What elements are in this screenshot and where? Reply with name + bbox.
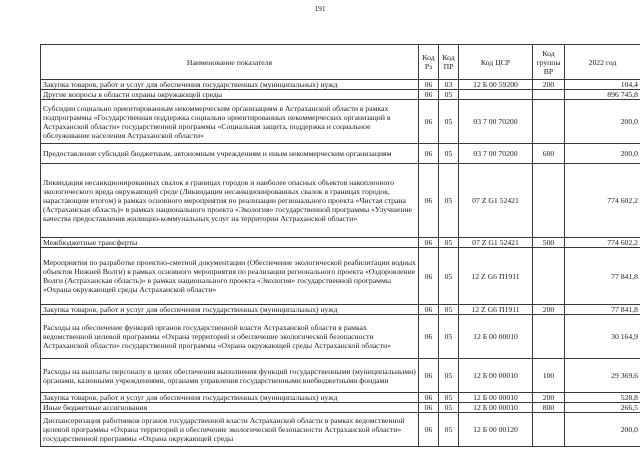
row-code-pr: 05 bbox=[439, 144, 459, 164]
row-code-vr bbox=[533, 90, 565, 100]
row-sum: 29 369,6 bbox=[565, 359, 640, 393]
row-code-csr: 03 7 00 70200 bbox=[459, 100, 533, 144]
row-code-pr: 05 bbox=[439, 90, 459, 100]
row-code-vr bbox=[533, 248, 565, 305]
row-code-csr: 03 7 00 70200 bbox=[459, 144, 533, 164]
header-code-rz: Код Рз bbox=[419, 45, 439, 80]
row-code-pr: 05 bbox=[439, 393, 459, 403]
table-row bbox=[41, 80, 640, 90]
row-code-vr: 200 bbox=[533, 305, 565, 315]
row-code-vr: 500 bbox=[533, 238, 565, 248]
row-name: Расходы на обеспечение функций органов государственной власти Астраханской области в рамках ведомственной целевой программы «Охрана территорий и обеспечение экологической безопасности Астраханской области» государственной программы «Охрана окружающей среды Астраханской области» bbox=[41, 315, 419, 359]
row-code-rz: 06 bbox=[419, 144, 439, 164]
row-code-vr: 600 bbox=[533, 144, 565, 164]
row-code-vr bbox=[533, 164, 565, 238]
row-code-rz: 06 bbox=[419, 305, 439, 315]
row-code-rz: 06 bbox=[419, 359, 439, 393]
row-code-vr: 200 bbox=[533, 80, 565, 90]
page-number: 191 bbox=[314, 4, 326, 13]
row-code-rz: 06 bbox=[419, 393, 439, 403]
row-code-pr: 05 bbox=[439, 305, 459, 315]
row-code-csr: 07 Z G1 52421 bbox=[459, 238, 533, 248]
row-name: Расходы на выплаты персоналу в целях обеспечения выполнения функций государственными (муниципальными) органами, казенными учреждениями, органами управления государственными внебюджетными фондами bbox=[41, 359, 419, 393]
row-sum: 774 602,2 bbox=[565, 238, 640, 248]
row-code-rz: 06 bbox=[419, 315, 439, 359]
header-code-vr: Код группы ВР bbox=[533, 45, 565, 80]
row-code-pr: 05 bbox=[439, 248, 459, 305]
row-code-vr bbox=[533, 100, 565, 144]
row-name: Иные бюджетные ассигнования bbox=[41, 403, 419, 413]
budget-table bbox=[40, 44, 640, 447]
row-code-csr: 12 Z G6 П1911 bbox=[459, 248, 533, 305]
row-sum: 200,0 bbox=[565, 413, 640, 447]
row-code-pr: 03 bbox=[439, 80, 459, 90]
header-year-2022: 2022 год bbox=[565, 45, 640, 80]
row-code-csr: 12 Б 00 00010 bbox=[459, 315, 533, 359]
row-name: Субсидии социально ориентированным некоммерческим организациям в Астраханской области в рамках подпрограммы «Государственная поддержка социально ориентированных некоммерческих организаций в Астраханской области» государственной программы «Социальная защита, поддержка и социальное обслуживание населения Астраханской области» bbox=[41, 100, 419, 144]
row-sum: 30 164,9 bbox=[565, 315, 640, 359]
row-sum: 77 841,8 bbox=[565, 248, 640, 305]
row-code-pr: 05 bbox=[439, 315, 459, 359]
row-sum: 896 745,8 bbox=[565, 90, 640, 100]
row-code-csr bbox=[459, 90, 533, 100]
row-code-pr: 05 bbox=[439, 100, 459, 144]
row-code-rz: 06 bbox=[419, 164, 439, 238]
table-row bbox=[41, 164, 640, 238]
header-code-pr: Код ПР bbox=[439, 45, 459, 80]
row-name: Диспансеризация работников органов государственной власти Астраханской области в рамках ведомственной целевой программы «Охрана территорий и обеспечение экологической безопасности Астраханской области» государственной программы «Охрана окружающей среды bbox=[41, 413, 419, 447]
row-name: Межбюджетные трансферты bbox=[41, 238, 419, 248]
row-sum: 774 602,2 bbox=[565, 164, 640, 238]
row-name: Закупка товаров, работ и услуг для обеспечения государственных (муниципальных) нужд bbox=[41, 393, 419, 403]
row-code-vr: 800 bbox=[533, 403, 565, 413]
header-code-csr: Код ЦСР bbox=[459, 45, 533, 80]
row-code-csr: 12 Б 00 59200 bbox=[459, 80, 533, 90]
table-row bbox=[41, 90, 640, 100]
row-code-vr: 200 bbox=[533, 393, 565, 403]
table-row bbox=[41, 403, 640, 413]
row-code-rz: 06 bbox=[419, 403, 439, 413]
row-code-rz: 06 bbox=[419, 100, 439, 144]
table-row bbox=[41, 248, 640, 305]
row-code-vr bbox=[533, 413, 565, 447]
table-row bbox=[41, 359, 640, 393]
row-code-pr: 05 bbox=[439, 238, 459, 248]
row-sum: 528,8 bbox=[565, 393, 640, 403]
table-row bbox=[41, 393, 640, 403]
row-code-csr: 12 Б 00 00010 bbox=[459, 359, 533, 393]
table-row bbox=[41, 238, 640, 248]
row-sum: 77 841,8 bbox=[565, 305, 640, 315]
row-code-csr: 12 Б 00 00120 bbox=[459, 413, 533, 447]
table-row bbox=[41, 315, 640, 359]
row-name: Предоставление субсидий бюджетным, автономным учреждениям и иным некоммерческим организациям bbox=[41, 144, 419, 164]
row-code-csr: 07 Z G1 52421 bbox=[459, 164, 533, 238]
row-code-vr: 100 bbox=[533, 359, 565, 393]
row-name: Закупка товаров, работ и услуг для обеспечения государственных (муниципальных) нужд bbox=[41, 80, 419, 90]
row-code-pr: 05 bbox=[439, 403, 459, 413]
table-row bbox=[41, 305, 640, 315]
row-code-csr: 12 Б 00 00010 bbox=[459, 393, 533, 403]
header-indicator-name: Наименование показателя bbox=[41, 45, 419, 80]
row-code-pr: 05 bbox=[439, 359, 459, 393]
row-name: Закупка товаров, работ и услуг для обеспечения государственных (муниципальных) нужд bbox=[41, 305, 419, 315]
row-code-rz: 06 bbox=[419, 80, 439, 90]
row-code-rz: 06 bbox=[419, 413, 439, 447]
row-code-pr: 05 bbox=[439, 413, 459, 447]
row-code-csr: 12 Z G6 П1911 bbox=[459, 305, 533, 315]
table-row bbox=[41, 144, 640, 164]
table-row bbox=[41, 413, 640, 447]
row-code-rz: 06 bbox=[419, 238, 439, 248]
row-sum: 104,4 bbox=[565, 80, 640, 90]
row-code-vr bbox=[533, 315, 565, 359]
row-name: Другие вопросы в области охраны окружающей среды bbox=[41, 90, 419, 100]
row-sum: 200,0 bbox=[565, 144, 640, 164]
row-sum: 266,5 bbox=[565, 403, 640, 413]
row-code-pr: 05 bbox=[439, 164, 459, 238]
row-code-rz: 06 bbox=[419, 90, 439, 100]
row-name: Мероприятия по разработке проектно-сметной документации (Обеспечение экологической реабилитации водных объектов Нижней Волги) в рамках основного мероприятия по реализации регионального проекта «Оздоровление Волги (Астраханская область)» в рамках национального проекта «Экология» государственной программы «Охрана окружающей среды Астраханской области» bbox=[41, 248, 419, 305]
table-header-row bbox=[41, 45, 640, 80]
row-code-csr: 12 Б 00 00010 bbox=[459, 403, 533, 413]
row-name: Ликвидация несанкционированных свалок в границах городов и наиболее опасных объектов накопленного экологического вреда окружающей среде (Ликвидация несанкционированных свалок в границах городов, нарастающим итогом) в рамках основного мероприятия по реализации регионального проекта «Чистая страна (Астраханская область)» в рамках национального проекта «Экология» государственной программы «Улучшение качества предоставления жилищно-коммунальных услуг на территории Астраханской области» bbox=[41, 164, 419, 238]
row-code-rz: 06 bbox=[419, 248, 439, 305]
table-row bbox=[41, 100, 640, 144]
row-sum: 200,0 bbox=[565, 100, 640, 144]
